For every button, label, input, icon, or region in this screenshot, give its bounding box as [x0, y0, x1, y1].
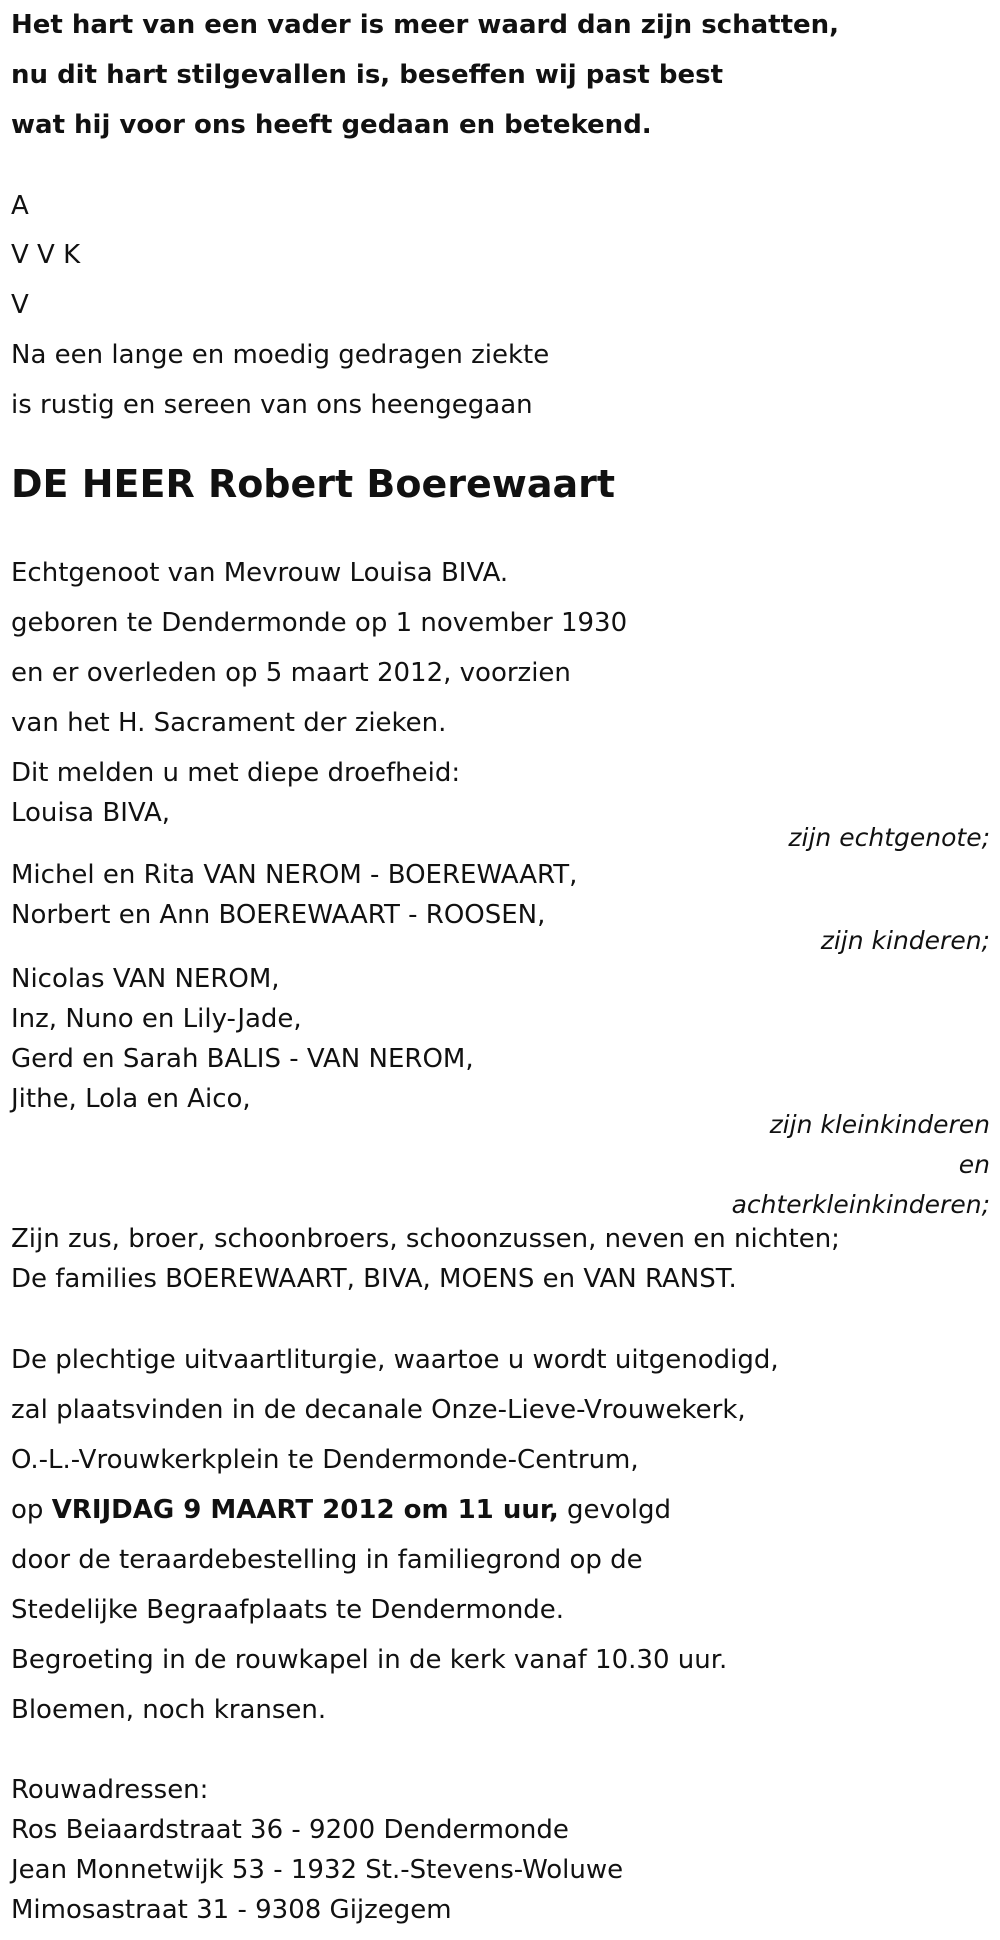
child-name-1: Michel en Rita VAN NEROM - BOEREWAART, — [11, 860, 578, 890]
poem-line-2: nu dit hart stilgevallen is, beseffen wij past best — [11, 60, 724, 90]
funeral-line-8: Bloemen, noch kransen. — [11, 1695, 327, 1725]
funeral-line-7: Begroeting in de rouwkapel in de kerk vanaf 10.30 uur. — [11, 1645, 728, 1675]
grandchildren-relation-2: en — [958, 1150, 990, 1179]
spouse-name: Louisa BIVA, — [11, 798, 171, 828]
funeral-date-line — [11, 1497, 671, 1523]
letters-line-1: A — [11, 191, 29, 221]
relatives-line-2: De families BOEREWAART, BIVA, MOENS en VAN RANST. — [11, 1264, 737, 1294]
funeral-date-prefix: op — [11, 1495, 52, 1525]
funeral-date-bold: VRIJDAG 9 MAART 2012 om 11 uur, — [51, 1495, 559, 1525]
relatives-line-1: Zijn zus, broer, schoonbroers, schoonzussen, neven en nichten; — [11, 1224, 840, 1254]
funeral-line-1: De plechtige uitvaartliturgie, waartoe u wordt uitgenodigd, — [11, 1345, 779, 1375]
addresses-heading: Rouwadressen: — [11, 1775, 209, 1805]
children-relation: zijn kinderen; — [820, 926, 990, 955]
address-1: Ros Beiaardstraat 36 - 9200 Dendermonde — [11, 1815, 569, 1845]
funeral-line-6: Stedelijke Begraafplaats te Dendermonde. — [11, 1595, 565, 1625]
spouse-relation: zijn echtgenote; — [788, 823, 990, 852]
bio-line-4: van het H. Sacrament der zieken. — [11, 708, 447, 738]
grandchildren-relation-3: achterkleinkinderen; — [731, 1190, 990, 1219]
child-name-2: Norbert en Ann BOEREWAART - ROOSEN, — [11, 900, 546, 930]
intro-line-2: is rustig en sereen van ons heengegaan — [11, 390, 533, 420]
bio-line-1: Echtgenoot van Mevrouw Louisa BIVA. — [11, 558, 509, 588]
announce-line: Dit melden u met diepe droefheid: — [11, 758, 461, 788]
letters-line-2: V V K — [11, 240, 81, 270]
grandchild-name-3: Gerd en Sarah BALIS - VAN NEROM, — [11, 1044, 474, 1074]
deceased-name: DE HEER Robert Boerewaart — [11, 462, 616, 506]
grandchild-name-1: Nicolas VAN NEROM, — [11, 964, 280, 994]
funeral-line-3: O.-L.-Vrouwkerkplein te Dendermonde-Centrum, — [11, 1445, 639, 1475]
address-2: Jean Monnetwijk 53 - 1932 St.-Stevens-Woluwe — [11, 1855, 624, 1885]
grandchild-name-4: Jithe, Lola en Aico, — [11, 1084, 251, 1114]
funeral-line-5: door de teraardebestelling in familiegrond op de — [11, 1545, 643, 1575]
poem-line-3: wat hij voor ons heeft gedaan en betekend. — [11, 110, 652, 140]
poem-line-1: Het hart van een vader is meer waard dan zijn schatten, — [11, 10, 840, 40]
letters-line-3: V — [11, 290, 29, 320]
grandchild-name-2: Inz, Nuno en Lily-Jade, — [11, 1004, 302, 1034]
intro-line-1: Na een lange en moedig gedragen ziekte — [11, 340, 550, 370]
funeral-date-suffix: gevolgd — [558, 1495, 672, 1525]
bio-line-2: geboren te Dendermonde op 1 november 1930 — [11, 608, 628, 638]
grandchildren-relation-1: zijn kleinkinderen — [769, 1110, 990, 1139]
funeral-line-2: zal plaatsvinden in de decanale Onze-Lieve-Vrouwekerk, — [11, 1395, 746, 1425]
address-3: Mimosastraat 31 - 9308 Gijzegem — [11, 1895, 452, 1925]
bio-line-3: en er overleden op 5 maart 2012, voorzien — [11, 658, 571, 688]
